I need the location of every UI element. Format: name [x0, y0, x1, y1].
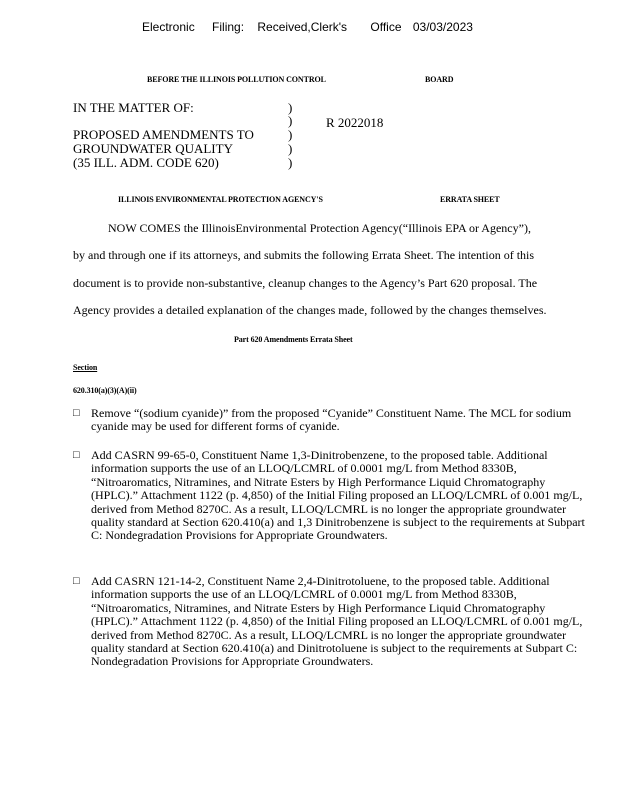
- caption-line-2: GROUNDWATER QUALITY: [73, 141, 233, 156]
- caption-paren: ): [288, 127, 293, 142]
- rule-number: R 2022018: [326, 115, 384, 130]
- errata-sheet-title: Part 620 Amendments Errata Sheet: [234, 335, 353, 344]
- stamp-date: 03/03/2023: [412, 20, 473, 34]
- intro-line-4: Agency provides a detailed explanation of the changes made, followed by the changes themselves.: [73, 303, 547, 317]
- errata-item-3: Add CASRN 121-14-2, Constituent Name 2,4-Dinitrotoluene, to the proposed table. Additional information supports the use of an LLOQ/LCMRL of 0.0001 mg/L from Method 8330B, “Nitroaromatics, Nitramines, and Nitrate Esters by High Performance Liquid Chromatography (HPLC).” Attachment 1122 (p. 4,850) of the Initial Filing proposed an LLOQ/LCMRL of 0.001 mg/L, derived from Method 8270C. As a result, LLOQ/LCMRL is no longer the appropriate groundwater quality standard at Section 620.410(a) and Dinitrotoluene is subject to the requirements at Subpart C: Nondegradation Provisions for Appropriate Groundwaters.: [91, 574, 583, 669]
- intro-line-3: document is to provide non-substantive, cleanup changes to the Agency’s Part 620 proposal. The: [73, 276, 538, 290]
- errata-item-2: Add CASRN 99-65-0, Constituent Name 1,3-Dinitrobenzene, to the proposed table. Additional information supports the use of an LLOQ/LCMRL of 0.0001 mg/L from Method 8330B, “Nitroaromatics, Nitramines, and Nitrate Esters by High Performance Liquid Chromatography (HPLC).” Attachment 1122 (p. 4,850) of the Initial Filing proposed an LLOQ/LCMRL of 0.001 mg/L, derived from Method 8270C. As a result, LLOQ/LCMRL is no longer the appropriate groundwater quality standard at Section 620.410(a) and 1,3 Dinitrobenzene is subject to the requirements at Subpart C: Nondegradation Provisions for Appropriate Groundwaters.: [91, 448, 585, 543]
- agency-heading: ILLINOIS ENVIRONMENTAL PROTECTION AGENCY'S: [118, 195, 323, 204]
- filing-stamp: [142, 20, 473, 34]
- caption-paren: ): [288, 141, 293, 156]
- intro-line-1: NOW COMES the IllinoisEnvironmental Protection Agency(“Illinois EPA or Agency”),: [108, 221, 531, 235]
- stamp-office: Office: [370, 20, 402, 34]
- section-reference: 620.310(a)(3)(A)(ii): [73, 386, 137, 395]
- stamp-received: Received,Clerk's: [257, 20, 348, 34]
- stamp-electronic: Electronic: [142, 20, 195, 34]
- caption-paren: ): [288, 113, 293, 128]
- caption-line-3: (35 ILL. ADM. CODE 620): [73, 155, 219, 170]
- stamp-filing: Filing:: [212, 20, 245, 34]
- bullet-checkbox-icon: □: [73, 407, 80, 419]
- caption-paren: ): [288, 100, 293, 115]
- errata-heading: ERRATA SHEET: [440, 195, 500, 204]
- errata-item-1: Remove “(sodium cyanide)” from the proposed “Cyanide” Constituent Name. The MCL for sodium cyanide may be used for different forms of cyanide.: [91, 406, 572, 434]
- caption-matter: IN THE MATTER OF:: [73, 100, 194, 115]
- bullet-checkbox-icon: □: [73, 449, 80, 461]
- caption-line-1: PROPOSED AMENDMENTS TO: [73, 127, 254, 142]
- board-title-board: BOARD: [425, 75, 454, 84]
- board-title: BEFORE THE ILLINOIS POLLUTION CONTROL: [147, 75, 326, 84]
- intro-line-2: by and through one if its attorneys, and submits the following Errata Sheet. The intention of this: [73, 248, 535, 262]
- bullet-checkbox-icon: □: [73, 575, 80, 587]
- caption-paren: ): [288, 155, 293, 170]
- section-label: Section: [73, 363, 98, 372]
